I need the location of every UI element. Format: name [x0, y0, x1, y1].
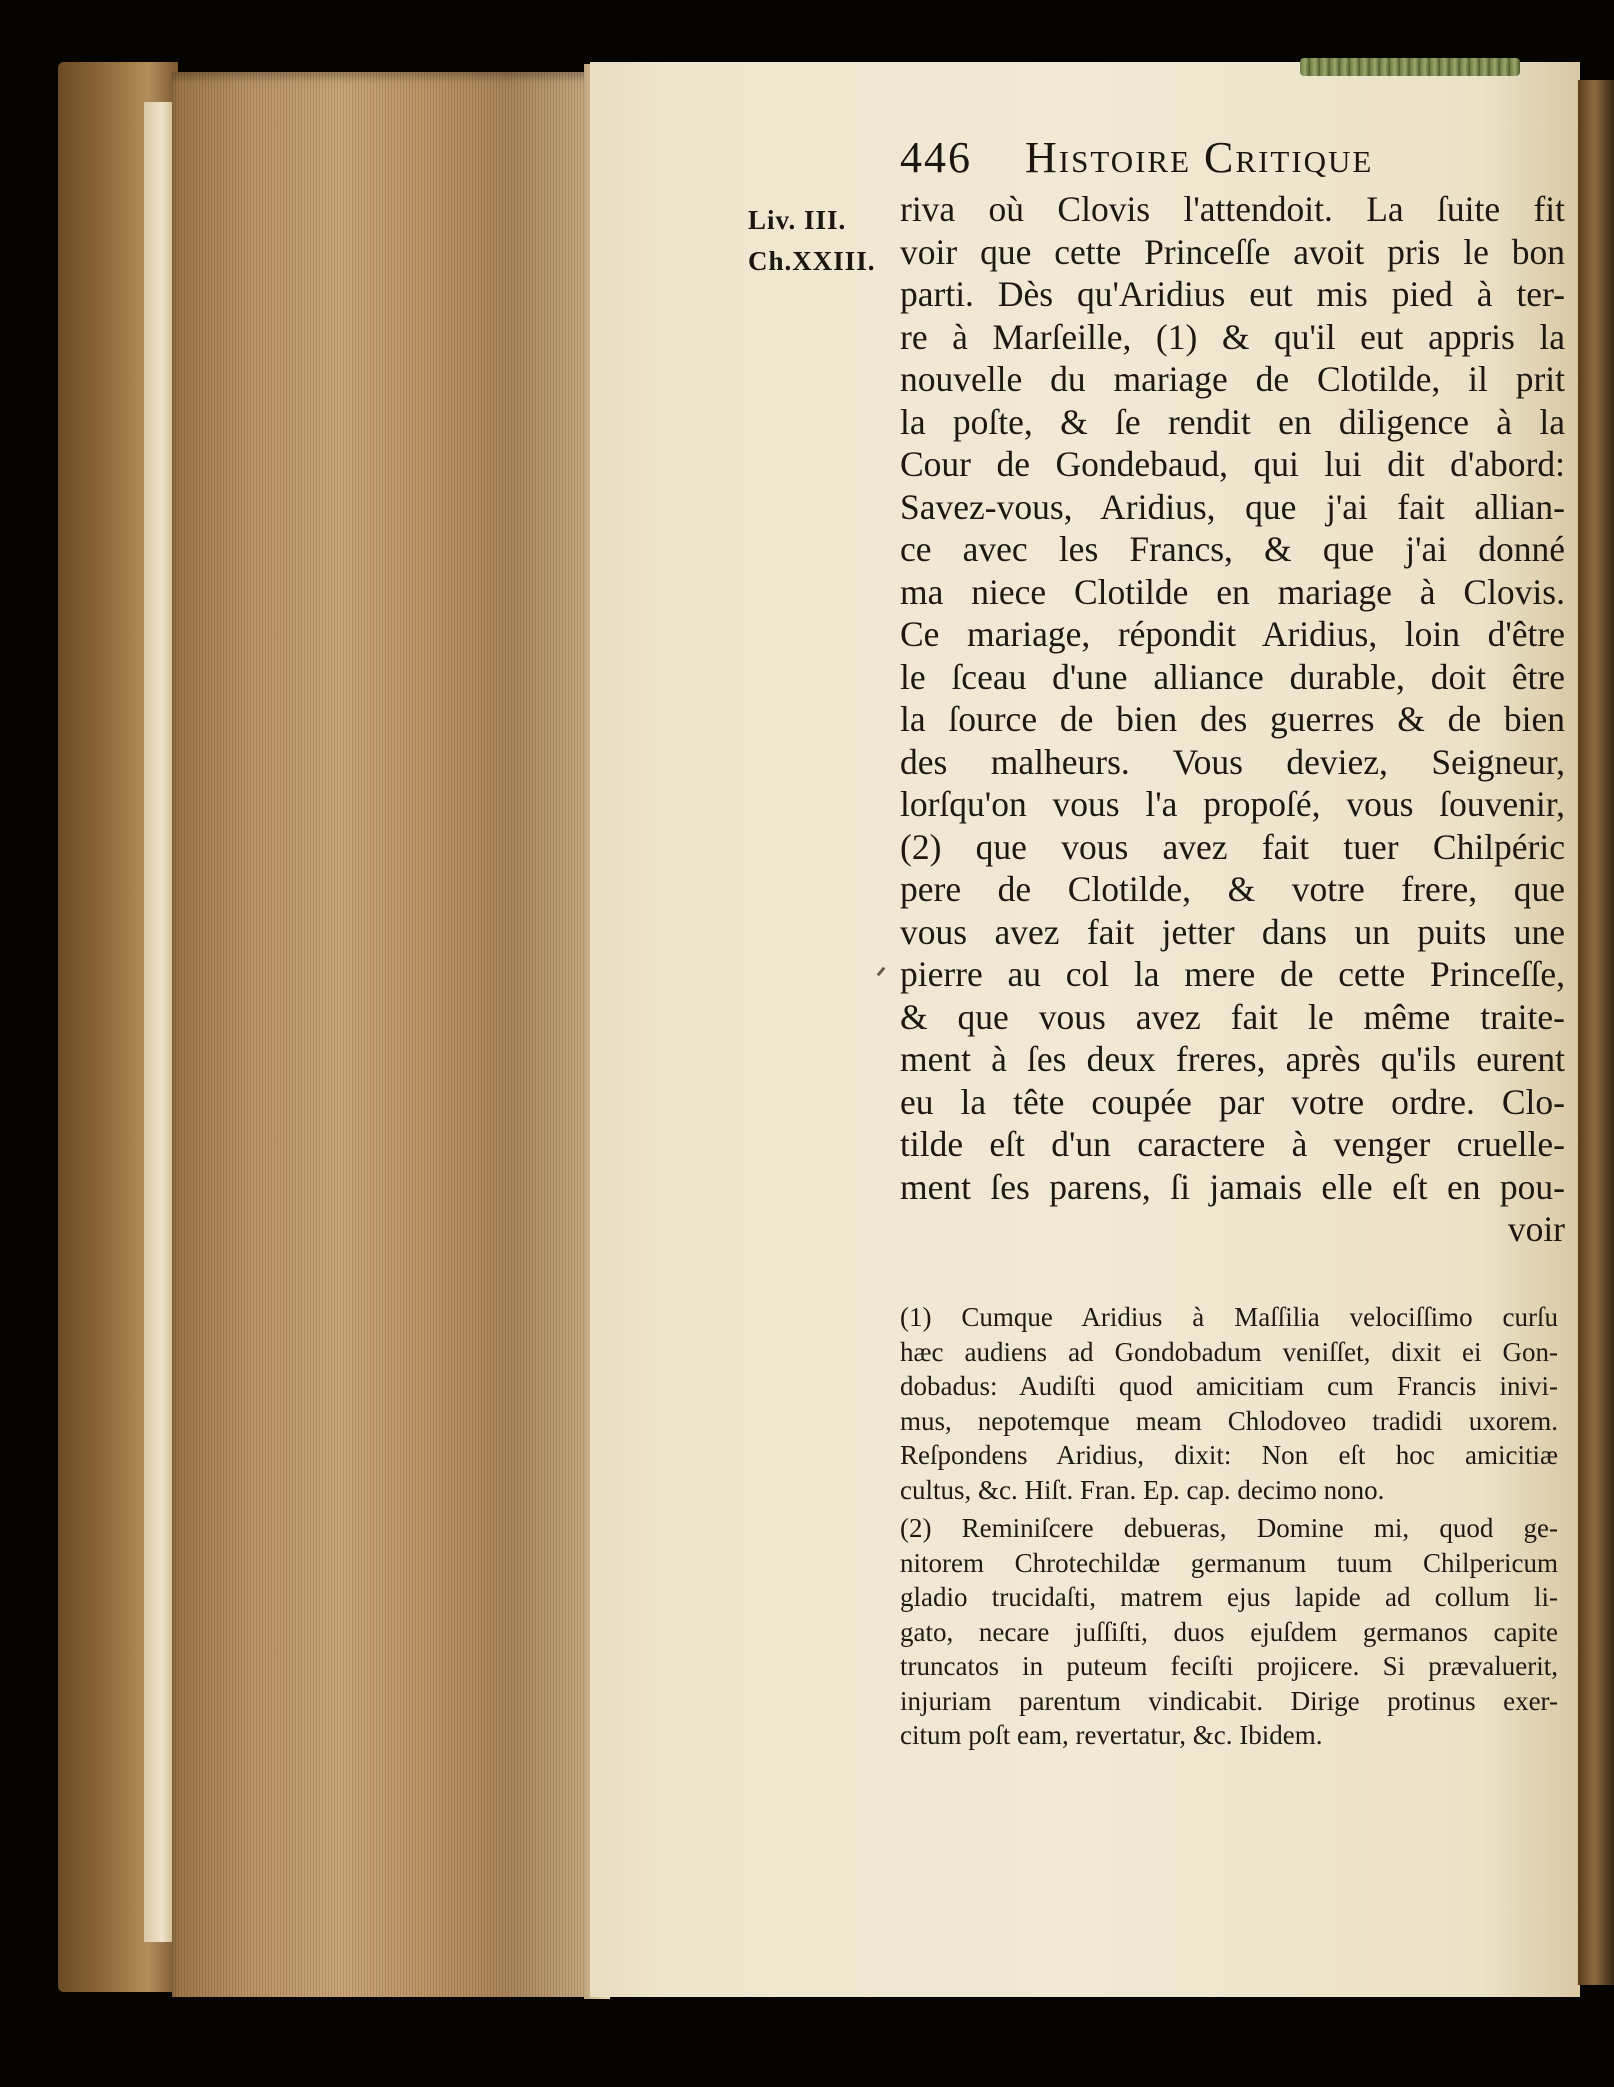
footnote-line: Reſpondens Aridius, dixit: Non eſt hoc amicitiæ	[900, 1440, 1558, 1470]
footnote-line: citum poſt eam, revertatur, &c. Ibidem.	[900, 1720, 1323, 1750]
page-number: 446	[900, 133, 972, 182]
text-line: parti. Dès qu'Aridius eut mis pied à ter-	[900, 274, 1565, 314]
footnote-line: (2) Reminiſcere debueras, Domine mi, quod ge-	[900, 1513, 1558, 1543]
footnote-line: truncatos in puteum feciſti projicere. Si prævaluerit,	[900, 1651, 1558, 1681]
footnote-line: hæc audiens ad Gondobadum veniſſet, dixit ei Gon-	[900, 1336, 1558, 1367]
running-title: Histoire Critique	[1025, 133, 1374, 182]
text-line: Savez-vous, Aridius, que j'ai fait allian-	[900, 486, 1565, 527]
footnote-line: nitorem Chrotechildæ germanum tuum Chilpericum	[900, 1547, 1558, 1578]
footnote-line: gladio trucidaſti, matrem ejus lapide ad collum li-	[900, 1582, 1558, 1612]
book-gutter	[1578, 80, 1614, 1985]
margin-note-chapter: Ch.XXIII.	[748, 246, 876, 276]
margin-note	[748, 200, 898, 282]
text-line: ment à ſes deux freres, après qu'ils eurent	[900, 1039, 1565, 1079]
text-line: Cour de Gondebaud, qui lui dit d'abord:	[900, 444, 1565, 484]
margin-note-book: Liv. III.	[748, 205, 847, 235]
text-line: la poſte, & ſe rendit en diligence à la	[900, 401, 1565, 442]
text-line: eu la tête coupée par votre ordre. Clo-	[900, 1081, 1565, 1122]
text-line: des malheurs. Vous deviez, Seigneur,	[900, 741, 1565, 782]
page-fore-edge	[172, 72, 592, 1997]
text-line: & que vous avez fait le même traite-	[900, 996, 1565, 1037]
text-line: re à Marſeille, (1) & qu'il eut appris la	[900, 316, 1565, 357]
text-line: ment ſes parens, ſi jamais elle eſt en pou-	[900, 1166, 1565, 1207]
text-line: pierre au col la mere de cette Princeſſe,	[900, 954, 1565, 994]
text-line: nouvelle du mariage de Clotilde, il prit	[900, 359, 1565, 399]
footnote-line: cultus, &c. Hiſt. Fran. Ep. cap. decimo nono.	[900, 1474, 1385, 1505]
text-line: ce avec les Francs, & que j'ai donné	[900, 529, 1565, 569]
bookmark-ribbon	[1300, 58, 1520, 76]
text-line: vous avez fait jetter dans un puits une	[900, 911, 1565, 952]
text-line: tilde eſt d'un caractere à venger cruelle-	[900, 1124, 1565, 1164]
text-line: la ſource de bien des guerres & de bien	[900, 699, 1565, 739]
text-line: (2) que vous avez fait tuer Chilpéric	[900, 826, 1565, 867]
footnotes	[900, 1300, 1558, 1753]
footnote	[900, 1511, 1558, 1753]
text-line: riva où Clovis l'attendoit. La ſuite fit	[900, 189, 1565, 229]
text-line: pere de Clotilde, & votre frere, que	[900, 869, 1565, 909]
footnote-line: mus, nepotemque meam Chlodoveo tradidi uxorem.	[900, 1405, 1558, 1436]
text-line: lorſqu'on vous l'a propoſé, vous ſouvenir,	[900, 784, 1565, 824]
text-line: Ce mariage, répondit Aridius, loin d'être	[900, 614, 1565, 654]
footnote-line: gato, necare juſſiſti, duos ejuſdem germanos capite	[900, 1616, 1558, 1647]
footnote-line: dobadus: Audiſti quod amicitiam cum Francis inivi-	[900, 1371, 1558, 1401]
catchword: voir	[1507, 1209, 1565, 1249]
text-line: ma niece Clotilde en mariage à Clovis.	[900, 571, 1565, 612]
book-cover-edge	[58, 62, 178, 1992]
footnote-line: (1) Cumque Aridius à Maſſilia velociſſimo curſu	[900, 1302, 1558, 1332]
text-line: le ſceau d'une alliance durable, doit être	[900, 656, 1565, 697]
text-line: voir que cette Princeſſe avoit pris le bon	[900, 231, 1565, 272]
running-head	[900, 132, 1580, 183]
footnote-line: injuriam parentum vindicabit. Dirige protinus exer-	[900, 1685, 1558, 1716]
footnote	[900, 1300, 1558, 1507]
body-text	[900, 188, 1565, 1251]
